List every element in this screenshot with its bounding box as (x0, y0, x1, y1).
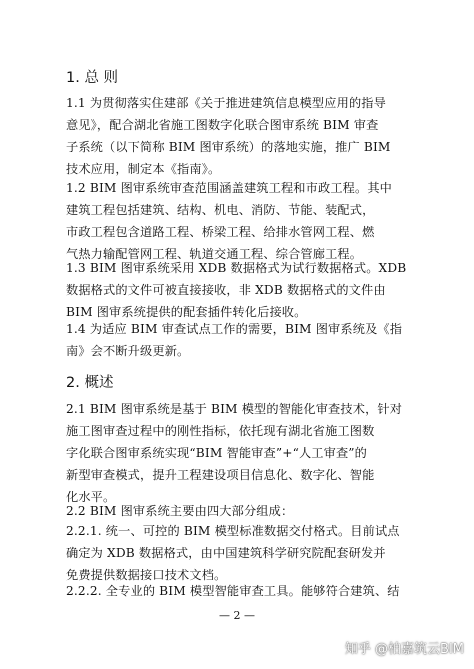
text-line: 技术应用，制定本《指南》。 (66, 162, 221, 176)
text-line: 新型审查模式，提升工程建设项目信息化、数字化、智能 (66, 468, 375, 482)
clause-2-1 (66, 398, 416, 508)
text-line: 气热力输配管网工程、轨道交通工程、综合管廊工程。 (66, 247, 363, 261)
text-line: 字化联合图审系统实现“BIM 智能审查”+“人工审查”的 (66, 446, 368, 460)
text-line: 免费提供数据接口技术文档。 (66, 568, 227, 582)
text-line: 1.2 BIM 图审系统审查范围涵盖建筑工程和市政工程。其中 (66, 181, 393, 195)
watermark: 知乎 @柏嘉筑云BIM (344, 642, 464, 657)
text-line: 南》会不断升级更新。 (66, 344, 190, 358)
page-number: — 2 — (219, 609, 255, 622)
text-line: 施工图审查过程中的刚性指标，依托现有湖北省施工图数 (66, 424, 375, 438)
text-line: 1.3 BIM 图审系统采用 XDB 数据格式为试行数据格式。XDB (66, 261, 407, 275)
clause-1-4 (66, 318, 416, 362)
text-line: 1.1 为贯彻落实住建部《关于推进建筑信息模型应用的指导 (66, 96, 386, 110)
text-line: 1.4 为适应 BIM 审查试点工作的需要，BIM 图审系统及《指 (66, 322, 403, 336)
clause-2-2-2 (66, 580, 416, 602)
text-line: 2.2 BIM 图审系统主要由四大部分组成： (66, 504, 294, 518)
text-line: BIM 图审系统提供的配套插件转化后接收。 (66, 305, 307, 319)
text-line: 化水平。 (66, 490, 116, 504)
section-heading-overview: 2. 概述 (66, 375, 114, 391)
text-line: 确定为 XDB 数据格式，由中国建筑科学研究院配套研发并 (66, 546, 386, 560)
text-line: 2.2.2. 全专业的 BIM 模型智能审查工具。能够符合建筑、结 (66, 584, 400, 598)
clause-1-2 (66, 177, 416, 265)
text-line: 数据格式的文件可被直接接收，非 XDB 数据格式的文件由 (66, 283, 386, 297)
clause-2-2-1 (66, 520, 416, 586)
text-line: 子系统（以下简称 BIM 图审系统）的落地实施，推广 BIM (66, 140, 391, 154)
clause-1-3 (66, 257, 416, 323)
text-line: 2.1 BIM 图审系统是基于 BIM 模型的智能化审查技术，针对 (66, 402, 403, 416)
text-line: 建筑工程包括建筑、结构、机电、消防、节能、装配式， (66, 203, 375, 217)
section-heading-general: 1. 总 则 (66, 70, 119, 86)
text-line: 市政工程包含道路工程、桥梁工程、给排水管网工程、燃 (66, 225, 375, 239)
clause-1-1 (66, 92, 416, 180)
clause-2-2 (66, 500, 416, 522)
text-line: 2.2.1. 统一、可控的 BIM 模型标准数据交付格式。目前试点 (66, 524, 400, 538)
text-line: 意见》，配合湖北省施工图数字化联合图审系统 BIM 审查 (66, 118, 379, 132)
